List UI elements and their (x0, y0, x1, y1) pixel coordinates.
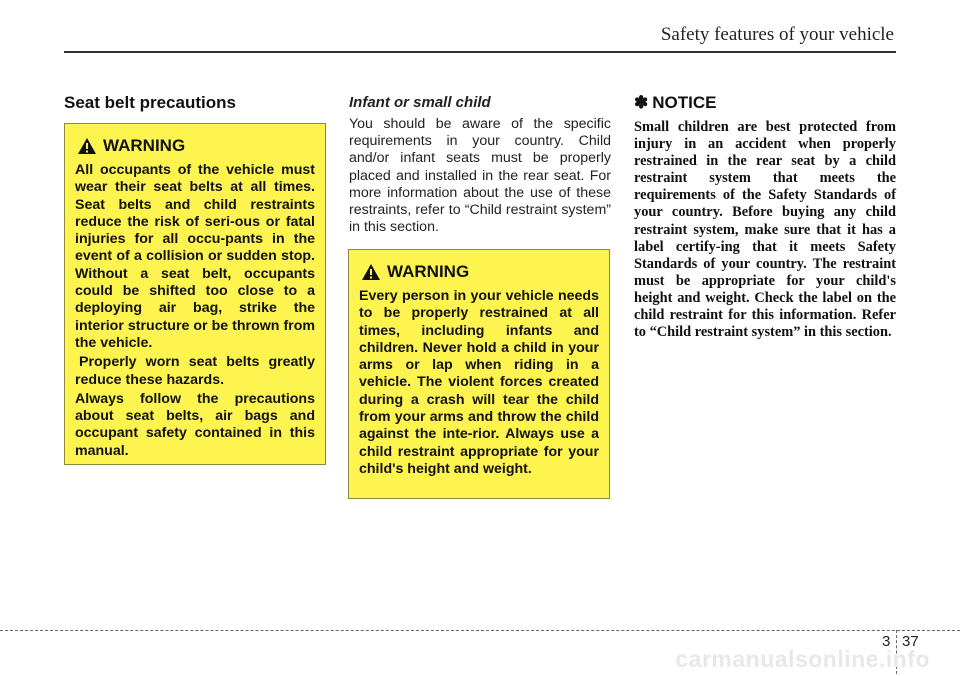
page-number: 37 (902, 633, 919, 650)
warning-heading-label: WARNING (387, 262, 470, 281)
warning-triangle-icon (361, 263, 381, 281)
notice-title-label: NOTICE (652, 93, 717, 112)
footer-rule (0, 630, 960, 631)
notice-star-icon: ✽ (634, 93, 649, 112)
warning-paragraph: Always follow the precautions about seat belts, air bags and occupant safety contained in this manual. (75, 390, 315, 459)
warning-heading-label: WARNING (103, 136, 186, 155)
header-title: Safety features of your vehicle (660, 24, 894, 45)
header-rule (64, 51, 896, 53)
warning-paragraph: All occupants of the vehicle must wear their seat belts at all times. Seat belts and child restraints reduce the risk of seri-ous or fatal injuries for all occu-pants in the event of a collision or sudden stop. Without a seat belt, occupants could be shifted too close to a deploying air bag, strike the interior structure or be thrown from the vehicle. (75, 162, 315, 351)
watermark: carmanualsonline.info (675, 646, 930, 672)
warning-box-child-restraint (348, 249, 610, 499)
infant-body-text: You should be aware of the specific requirements in your country. Child and/or infant seats must be properly placed and installed in the rear seat. For more information about the use of these restraints, refer to “Child restraint system” in this section. (349, 116, 611, 236)
chapter-number: 3 (882, 633, 891, 650)
warning-paragraph: Properly worn seat belts greatly reduce these hazards. (75, 354, 315, 388)
notice-text: Small children are best protected from injury in an accident when properly restrained in the rear seat by a child restraint system that meets the requirements of the Safety Standards of your country. Before buying any child restraint system, make sure that it has a label certify-ing that it meets Safety Standards of your country. The restraint must be appropriate for your child's height and weight. Check the label on the child restraint for this information. Refer to “Child restraint system” in this section. (634, 119, 896, 341)
warning-heading (77, 136, 315, 156)
notice-title (634, 93, 716, 113)
warning-triangle-icon (77, 137, 97, 155)
section-title-seat-belt-precautions: Seat belt precautions (64, 93, 236, 112)
warning-paragraph: Every person in your vehicle needs to be properly restrained at all times, including infants and children. Never hold a child in your arms or lap when riding in a vehicle. The violent forces created during a crash will tear the child from your arms and throw the child against the inte-rior. Always use a child restraint appropriate for your child's height and weight. (359, 288, 599, 477)
warning-box-seat-belts (64, 123, 326, 465)
subsection-title-infant: Infant or small child (349, 94, 491, 111)
warning-heading (361, 262, 599, 282)
